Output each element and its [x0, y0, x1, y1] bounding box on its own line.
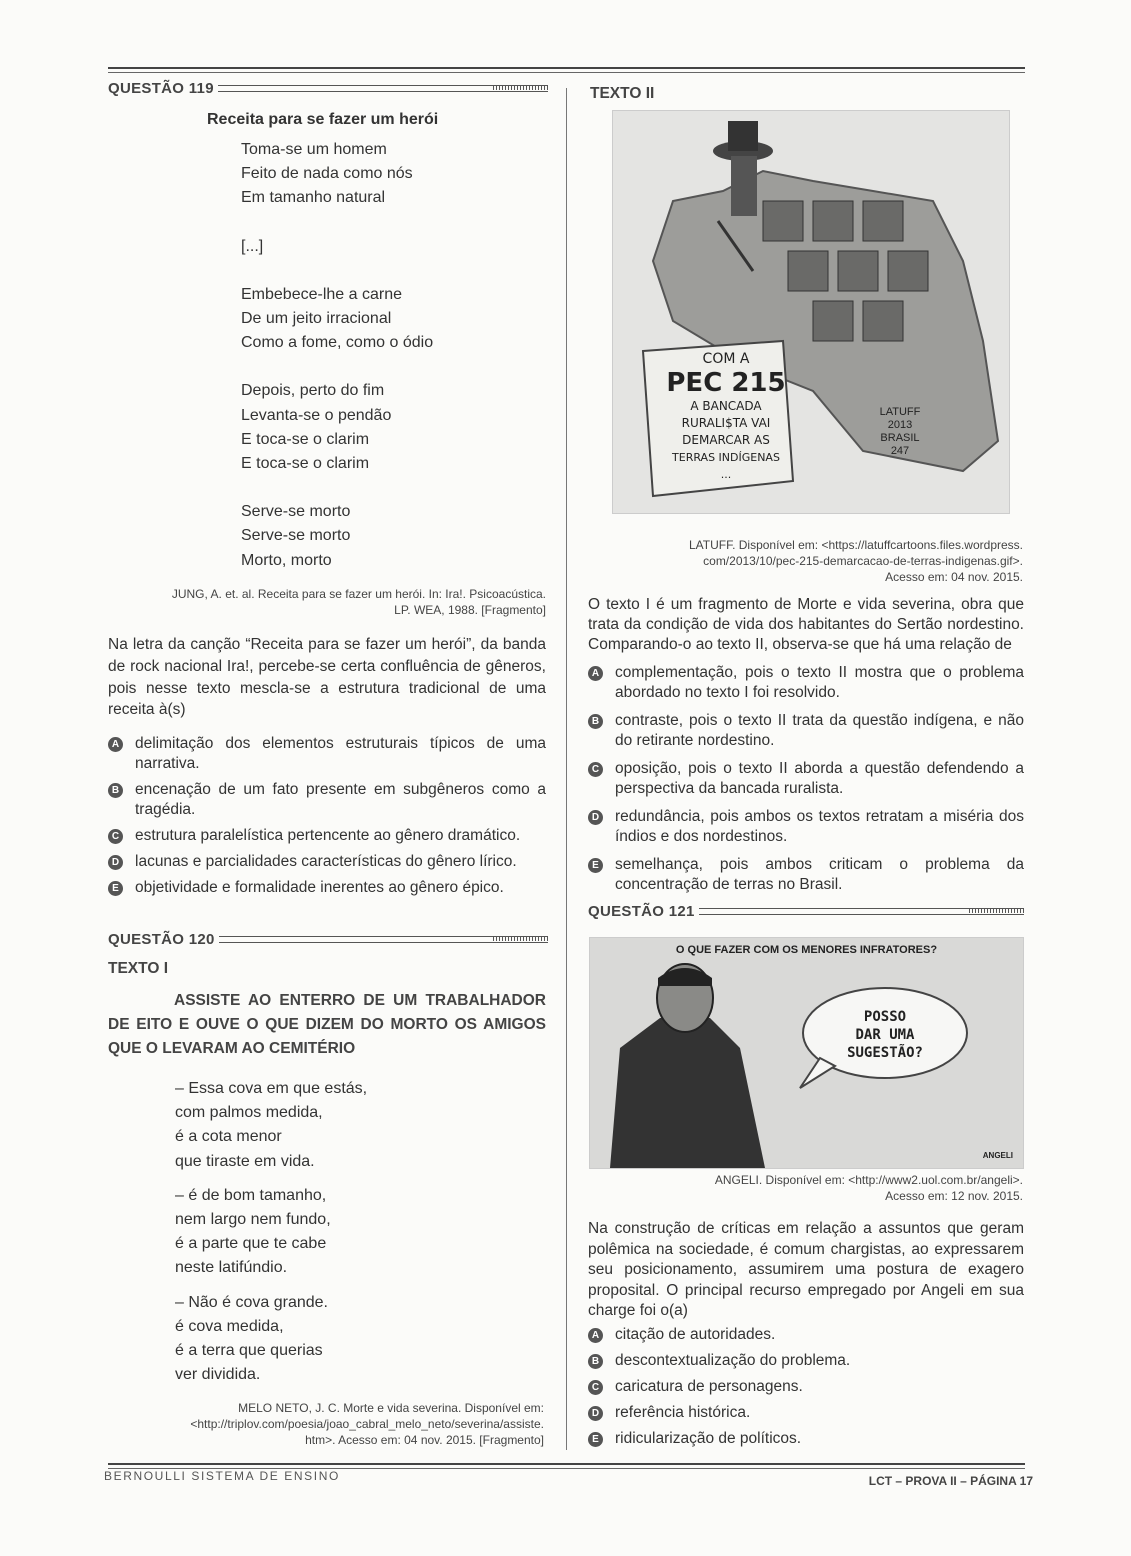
q119-header: QUESTÃO 119 — [108, 80, 548, 97]
option-letter-icon: A — [588, 666, 603, 681]
option-letter-icon: B — [108, 783, 123, 798]
option-letter-icon: B — [588, 714, 603, 729]
q120-texto1-citation: MELO NETO, J. C. Morte e vida severina. Disponível em: <http://triplov.com/poesia/joao_cabral_melo_neto/severina/assiste. htm>. Acesso em: 04 nov. 2015. [Fragmento] — [190, 1401, 544, 1447]
q119-citation: JUNG, A. et. al. Receita para se fazer um herói. In: Ira!. Psicoacústica. LP. WEA, 1988. [Fragmento] — [171, 587, 546, 617]
q119-prompt: Na letra da canção “Receita para se fazer um herói”, da banda de rock nacional Ira!, percebe-se certa confluência de gêneros, pois nesse texto mescla-se a estrutura tradicional de uma receita à(s) — [108, 636, 546, 719]
latuff-cartoon — [612, 110, 1010, 514]
option-letter-icon: D — [108, 855, 123, 870]
option-c[interactable]: C estrutura paralelística pertencente ao gênero dramático. — [108, 826, 546, 846]
poem-line: ver dividida. — [175, 1366, 261, 1384]
option-a[interactable]: A citação de autoridades. — [588, 1325, 1024, 1345]
option-letter-icon: B — [588, 1354, 603, 1369]
q121-header: QUESTÃO 121 — [588, 903, 1024, 920]
column-divider — [566, 88, 567, 1450]
poem-line: com palmos medida, — [175, 1104, 323, 1122]
poem-line: Morto, morto — [241, 551, 332, 569]
option-letter-icon: A — [588, 1328, 603, 1343]
poem-line: é a cota menor — [175, 1128, 282, 1146]
poem-line: Serve-se morto — [241, 503, 351, 521]
q121-prompt: Na construção de críticas em relação a assuntos que geram polêmica na sociedade, é comum chargistas, ao expressarem seu posicionamento, assumirem uma postura de exagero proposital. O principal recurso empregado por Angeli em sua charge foi o(a) — [588, 1220, 1024, 1319]
q119-poem — [241, 138, 531, 573]
poem-line: – é de bom tamanho, — [175, 1186, 327, 1204]
option-letter-icon: D — [588, 1406, 603, 1421]
option-letter-icon: A — [108, 737, 123, 752]
texto2-label: TEXTO II — [590, 85, 655, 102]
option-letter-icon: C — [108, 829, 123, 844]
poem-line: Em tamanho natural — [241, 189, 386, 207]
poem-line: Toma-se um homem — [241, 141, 387, 158]
q120-prompt: O texto I é um fragmento de Morte e vida severina, obra que trata da condição de vida dos habitantes do Sertão nordestino. Comparando-o ao texto II, observa-se que há uma relação de — [588, 596, 1024, 653]
top-rule — [108, 67, 1025, 73]
footer-page-info: LCT – PROVA II – PÁGINA 17 — [868, 1474, 1033, 1488]
poem-line: De um jeito irracional — [241, 310, 392, 328]
q120-poem — [175, 1077, 475, 1387]
angeli-cartoon — [589, 937, 1024, 1169]
option-letter-icon: C — [588, 1380, 603, 1395]
option-c[interactable]: C oposição, pois o texto II aborda a questão defendendo a perspectiva da bancada ruralista. — [588, 759, 1024, 799]
poem-line: neste latifúndio. — [175, 1259, 288, 1277]
option-letter-icon: E — [108, 881, 123, 896]
poem-line: – Essa cova em que estás, — [175, 1080, 368, 1097]
cartoon-signature: LATUFF 2013 BRASIL 247 — [879, 406, 921, 457]
poem-line: Levanta-se o pendão — [241, 406, 392, 424]
poem-line: Serve-se morto — [241, 527, 351, 545]
option-e[interactable]: E objetividade e formalidade inerentes ao gênero épico. — [108, 878, 546, 898]
poem-line: é a terra que querias — [175, 1342, 323, 1360]
option-a[interactable]: A delimitação dos elementos estruturais típicos de uma narrativa. — [108, 734, 546, 774]
option-d[interactable]: D redundância, pois ambos os textos retratam a miséria dos índios e dos nordestinos. — [588, 807, 1024, 847]
politician-illustration — [590, 938, 1023, 1168]
q120-header: QUESTÃO 120 — [108, 931, 548, 948]
latuff-citation: LATUFF. Disponível em: <https://latuffcartoons.files.wordpress. com/2013/10/pec-215-demarcacao-de-terras-indigenas.gif>. Acesso em: 04 nov. 2015. — [688, 538, 1023, 584]
poem-line: E toca-se o clarim — [241, 455, 370, 473]
option-c[interactable]: C caricatura de personagens. — [588, 1377, 1024, 1397]
poem-line: Depois, perto do fim — [241, 382, 385, 400]
option-d[interactable]: D referência histórica. — [588, 1403, 1024, 1423]
poem-line: Embebece-lhe a carne — [241, 285, 402, 303]
poem-line: E toca-se o clarim — [241, 430, 370, 448]
poem-line: – Não é cova grande. — [175, 1293, 328, 1311]
option-letter-icon: E — [588, 1432, 603, 1447]
texto1-heading: ASSISTE AO ENTERRO DE UM TRABALHADOR DE EITO E OUVE O QUE DIZEM DO MORTO OS AMIGOS QUE O LEVARAM AO CEMITÉRIO — [108, 992, 546, 1057]
option-letter-icon: C — [588, 762, 603, 777]
option-letter-icon: D — [588, 810, 603, 825]
option-e[interactable]: E semelhança, pois ambos criticam o problema da concentração de terras no Brasil. — [588, 855, 1024, 895]
poem-line: Feito de nada como nós — [241, 165, 413, 183]
footer-publisher: BERNOULLI SISTEMA DE ENSINO — [104, 1469, 340, 1483]
poem-line: Como a fome, como o ódio — [241, 334, 434, 352]
poem-line: que tiraste em vida. — [175, 1152, 315, 1170]
q119-poem-title: Receita para se fazer um herói — [207, 111, 439, 128]
option-b[interactable]: B contraste, pois o texto II trata da questão indígena, e não do retirante nordestino. — [588, 711, 1024, 751]
scroll-text: COM A PEC 215 A BANCADA RURALI$TA VAI DEMARCAR AS TERRAS INDÍGENAS ... — [666, 351, 786, 481]
poem-line: nem largo nem fundo, — [175, 1211, 331, 1229]
poem-line: é cova medida, — [175, 1317, 284, 1335]
angeli-citation: ANGELI. Disponível em: <http://www2.uol.com.br/angeli>. Acesso em: 12 nov. 2015. — [714, 1173, 1023, 1203]
option-a[interactable]: A complementação, pois o texto II mostra que o problema abordado no texto I foi resolvido. — [588, 663, 1024, 703]
option-b[interactable]: B descontextualização do problema. — [588, 1351, 1024, 1371]
option-letter-icon: E — [588, 858, 603, 873]
speech-bubble: POSSO DAR UMA SUGESTÃO? — [847, 1009, 923, 1061]
q120-options — [588, 663, 1024, 903]
option-b[interactable]: B encenação de um fato presente em subgêneros como a tragédia. — [108, 780, 546, 820]
option-d[interactable]: D lacunas e parcialidades características do gênero lírico. — [108, 852, 546, 872]
texto1-label: TEXTO I — [108, 960, 169, 977]
q121-options — [588, 1325, 1024, 1455]
q119-options — [108, 734, 546, 904]
poem-line: é a parte que te cabe — [175, 1235, 327, 1253]
cartoon-signature: ANGELI — [982, 1151, 1013, 1160]
option-e[interactable]: E ridicularização de políticos. — [588, 1429, 1024, 1449]
cartoon-title: O QUE FAZER COM OS MENORES INFRATORES? — [675, 944, 938, 956]
poem-line: [...] — [241, 237, 264, 255]
